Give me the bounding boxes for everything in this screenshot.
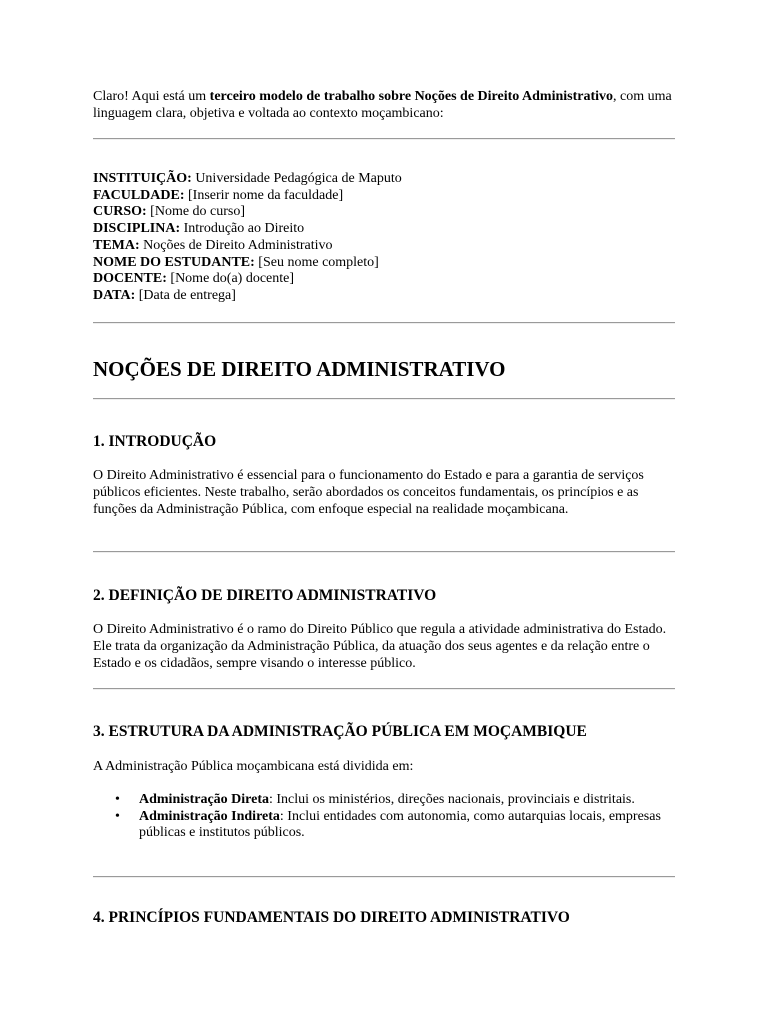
section-heading-estrutura: 3. ESTRUTURA DA ADMINISTRAÇÃO PÚBLICA EM MOÇAMBIQUE [93,723,587,740]
meta-value: [Data de entrega] [135,287,236,303]
meta-value: [Nome do curso] [146,204,246,220]
bullet-icon: • [115,809,120,824]
divider [93,551,675,553]
meta-value: [Seu nome completo] [254,254,379,270]
meta-label: TEMA: [93,237,140,253]
divider [93,398,675,400]
divider [93,688,675,690]
intro-prefix: Claro! Aqui está um [93,89,210,104]
meta-row-instituicao [93,171,675,188]
section-paragraph-estrutura: A Administração Pública moçambicana está dividida em: [93,759,414,774]
list-item-text: : Inclui entidades com autonomia, como autarquias locais, empresas públicas e institutos públicos. [139,809,661,840]
section-paragraph-introducao: O Direito Administrativo é essencial para o funcionamento do Estado e para a garantia de serviços públicos eficientes. Neste trabalho, serão abordados os conceitos fundamentais, os princípios e as funções da Administração Pública, com enfoque especial na realidade moçambicana. [93,468,644,517]
divider [93,322,675,324]
section-heading-principios: 4. PRINCÍPIOS FUNDAMENTAIS DO DIREITO ADMINISTRATIVO [93,909,570,926]
divider [93,876,675,878]
document-title: NOÇÕES DE DIREITO ADMINISTRATIVO [93,357,506,381]
meta-label: DISCIPLINA: [93,221,181,237]
meta-label: INSTITUIÇÃO: [93,171,192,186]
metadata-block [93,171,675,305]
list-item-text: : Inclui os ministérios, direções nacionais, provinciais e distritais. [269,792,635,807]
meta-row-nome-estudante [93,255,675,272]
section-paragraph-definicao: O Direito Administrativo é o ramo do Direito Público que regula a atividade administrativa do Estado. Ele trata da organização da Administração Pública, da atuação dos seus agentes e da relação entre o Estado e os cidadãos, sempre visando o interesse público. [93,622,667,671]
meta-row-faculdade [93,188,675,205]
meta-value: [Nome do(a) docente] [166,271,295,287]
bullet-list [93,792,675,842]
section-heading-introducao: 1. INTRODUÇÃO [93,433,217,450]
meta-value: Noções de Direito Administrativo [139,237,333,253]
meta-row-data [93,288,675,305]
divider [93,138,675,140]
meta-value: [Inserir nome da faculdade] [184,187,344,203]
meta-label: CURSO: [93,204,147,220]
intro-suffix: , com uma linguagem clara, objetiva e voltada ao contexto moçambicano: [93,89,672,121]
list-item [93,809,675,841]
meta-row-docente [93,271,675,288]
meta-row-tema [93,238,675,255]
meta-row-disciplina [93,221,675,238]
list-item [93,792,675,808]
section-heading-definicao: 2. DEFINIÇÃO DE DIREITO ADMINISTRATIVO [93,587,437,604]
meta-value: Introdução ao Direito [180,221,305,237]
meta-label: DATA: [93,287,136,303]
list-item-bold: Administração Direta [139,792,269,807]
meta-label: NOME DO ESTUDANTE: [93,254,255,270]
meta-label: DOCENTE: [93,271,167,287]
meta-row-curso [93,204,675,221]
bullet-icon: • [115,792,120,807]
list-item-bold: Administração Indireta [139,809,280,824]
intro-bold: terceiro modelo de trabalho sobre Noções de Direito Administrativo [209,89,614,104]
intro-paragraph [93,88,683,122]
meta-value: Universidade Pedagógica de Maputo [191,171,402,186]
meta-label: FACULDADE: [93,187,185,203]
